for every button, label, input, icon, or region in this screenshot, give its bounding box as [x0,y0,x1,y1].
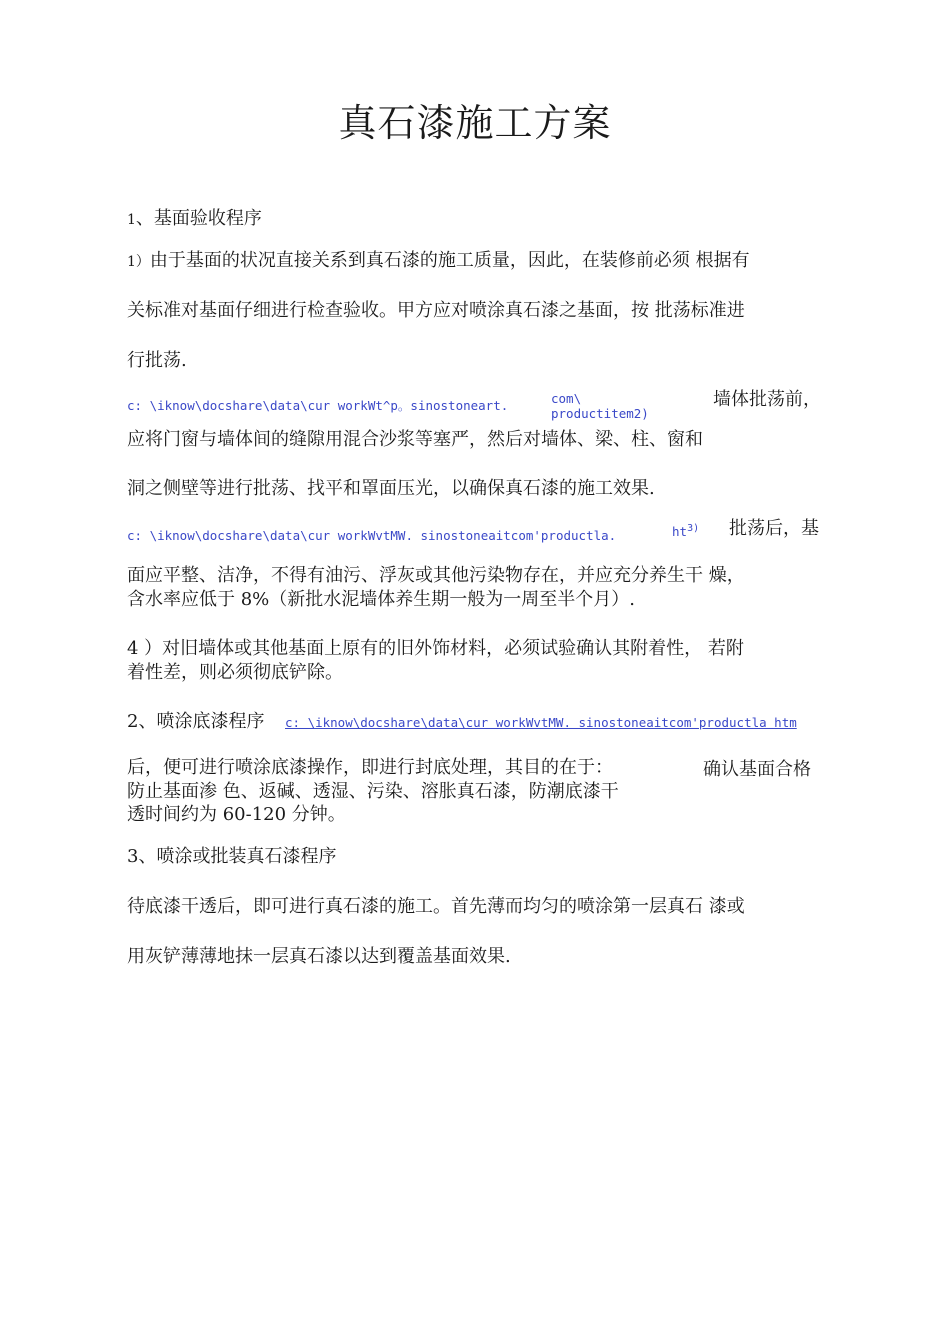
section2-file-path-link[interactable]: c: \iknow\docshare\data\cur workWvtMW. sinostoneaitcom'productla htm [285,715,797,730]
file-path-link-2-ht-text: ht [672,524,688,540]
section1-p1-line1-text: 由于基面的状况直接关系到真石漆的施工质量，因此，在装修前必须 根据有 [149,250,750,271]
section1-heading-text: 、基面验收程序 [135,208,262,229]
section2-heading: 2、喷涂底漆程序 [127,711,265,732]
section1-p2-line2: 洞之侧壁等进行批荡、找平和罩面压光，以确保真石漆的施工效果. [127,478,655,499]
section2-right-text: 确认基面合格 [703,759,811,780]
file-path-link-1-com[interactable]: com\ [551,391,582,406]
section2-line1: 后，便可进行喷涂底漆操作，即进行封底处理，其目的在于： [127,757,613,778]
file-path-link-1-cut-line: productitem2) [551,406,649,421]
file-path-link-2[interactable]: c: \iknow\docshare\data\cur workWvtMW. sinostoneaitcom'productla. [127,528,617,543]
document-title: 真石漆施工方案 [338,101,612,145]
section2-line2: 防止基面渗 色、返碱、透湿、污染、溶胀真石漆，防潮底漆干 [127,781,619,802]
section1-link-row1-right-text: 墙体批荡前， [713,389,821,410]
section1-p3-line2: 含水率应低于 8%（新批水泥墙体养生期一般为一周至半个月）. [127,589,635,610]
section1-heading [127,207,262,232]
section1-p1-number: 1） [127,254,150,270]
footnote-marker-3: 3) [687,523,700,534]
file-path-link-2-ht[interactable] [672,521,699,540]
section1-p1-line3: 行批荡. [127,350,187,371]
section1-p4-line2: 着性差，则必须彻底铲除。 [127,662,343,683]
section1-heading-number: 1 [127,212,136,228]
section2-line3: 透时间约为 60-120 分钟。 [127,804,346,825]
section1-p1-line2: 关标准对基面仔细进行检查验收。甲方应对喷涂真石漆之基面，按 批荡标准进 [127,300,745,321]
section3-line2: 用灰铲薄薄地抹一层真石漆以达到覆盖基面效果. [127,946,511,967]
section1-p4-line1: 4 ）对旧墙体或其他基面上原有的旧外饰材料，必须试验确认其附着性， 若附 [127,638,744,659]
section1-p1-line1 [127,249,750,274]
section1-link-row2-right-text: 批荡后，基 [729,518,819,539]
file-path-link-1[interactable]: c: \iknow\docshare\data\cur workWt^p。sinostoneart. [127,398,509,413]
section3-line1: 待底漆干透后，即可进行真石漆的施工。首先薄而均匀的喷涂第一层真石 漆或 [127,896,745,917]
section1-p2-line1: 应将门窗与墙体间的缝隙用混合沙浆等塞严，然后对墙体、梁、柱、窗和 [127,429,703,450]
section3-heading: 3、喷涂或批装真石漆程序 [127,846,337,867]
section1-p3-line1: 面应平整、洁净，不得有油污、浮灰或其他污染物存在，并应充分养生干 燥， [127,565,745,586]
